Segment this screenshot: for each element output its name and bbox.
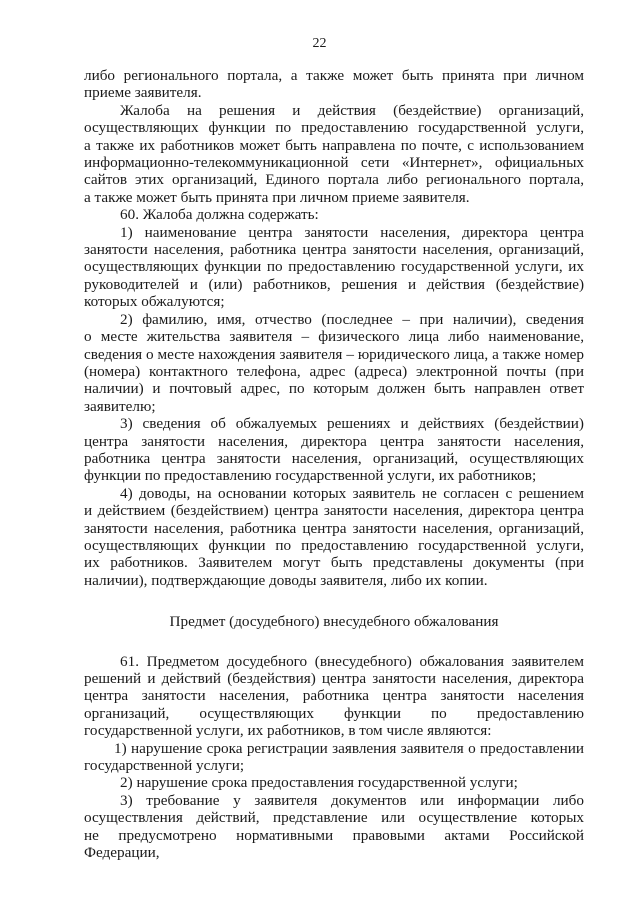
text-line: заявителю; (84, 397, 156, 415)
text-line: функции по предоставлению государственной услуги, их работников; (84, 467, 537, 485)
text-line: а также может быть принята при личном приеме заявителя. (84, 188, 470, 206)
text-line: организаций, осуществляющих функции по предоставлению (84, 704, 584, 722)
text-line: 2) фамилию, имя, отчество (последнее – при наличии), сведения (120, 310, 584, 328)
text-line: центра занятости населения, работника центра занятости населения (84, 687, 584, 705)
text-line: осуществляющих функции по предоставлению государственной услуги, (84, 536, 584, 554)
text-line: 60. Жалоба должна содержать: (120, 206, 319, 224)
text-line: центра занятости населения, директора центра занятости населения, (84, 432, 584, 450)
text-line: осуществляющих функции по предоставлению государственной услуги, их (84, 258, 584, 276)
text-line: государственной услуги; (84, 757, 245, 775)
page-number: 22 (312, 36, 327, 51)
text-line: осуществляющих функции по предоставлению государственной услуги, (84, 119, 584, 137)
text-line: 4) доводы, на основании которых заявитель не согласен с решением (120, 484, 584, 502)
text-line: 61. Предметом досудебного (внесудебного) обжалования заявителем (120, 652, 584, 670)
text-line: 1) нарушение срока регистрации заявления заявителя о предоставлении (114, 739, 584, 757)
document-body (84, 67, 584, 861)
text-line: 3) сведения об обжалуемых решениях и действиях (бездействии) (120, 415, 584, 433)
text-line: наличии), подтверждающие доводы заявителя, либо их копии. (84, 571, 488, 589)
text-line: о месте жительства заявителя – физического лица либо наименование, (84, 328, 584, 346)
text-line: не предусмотрено нормативными правовыми актами Российской Федерации, (84, 826, 584, 862)
section-heading: Предмет (досудебного) внесудебного обжалования (169, 613, 499, 631)
text-line: сайтов этих организаций, Единого портала либо регионального портала, (84, 171, 584, 189)
text-line: осуществления действий, представление или осуществление которых (84, 809, 584, 827)
text-line: информационно-телекоммуникационной сети «Интернет», официальных (84, 154, 584, 172)
text-line: которых обжалуются; (84, 293, 225, 311)
text-line: либо регионального портала, а также может быть принята при личном (84, 67, 584, 84)
text-line: занятости населения, работника центра занятости населения, организаций, (84, 519, 584, 537)
text-line: решений и действий (бездействия) центра занятости населения, директора (84, 670, 584, 687)
text-line: Жалоба на решения и действия (бездействие) организаций, (120, 101, 584, 119)
text-line: 1) наименование центра занятости населения, директора центра (120, 223, 584, 241)
text-line: и действием (бездействием) центра занятости населения, директора центра (84, 502, 584, 520)
text-line: сведения о месте нахождения заявителя – юридического лица, а также номер (84, 345, 584, 363)
text-line: руководителей и (или) работников, решения и действия (бездействие) (84, 275, 584, 293)
text-line: их работников. Заявителем могут быть представлены документы (при (84, 554, 584, 572)
text-line: государственной услуги, их работников, в том числе являются: (84, 722, 492, 740)
text-line: 3) требование у заявителя документов или информации либо (120, 791, 584, 809)
text-line: работника центра занятости населения, организаций, осуществляющих (84, 449, 584, 467)
text-line: наличии) и почтовый адрес, по которым должен быть направлен ответ (84, 380, 584, 398)
text-line: (номера) контактного телефона, адрес (адреса) электронной почты (при (84, 362, 584, 380)
text-line: приеме заявителя. (84, 84, 202, 102)
text-line: а также их работников может быть направлена по почте, с использованием (84, 136, 584, 154)
text-line: занятости населения, работника центра занятости населения, организаций, (84, 241, 584, 259)
text-line: 2) нарушение срока предоставления государственной услуги; (120, 774, 518, 792)
